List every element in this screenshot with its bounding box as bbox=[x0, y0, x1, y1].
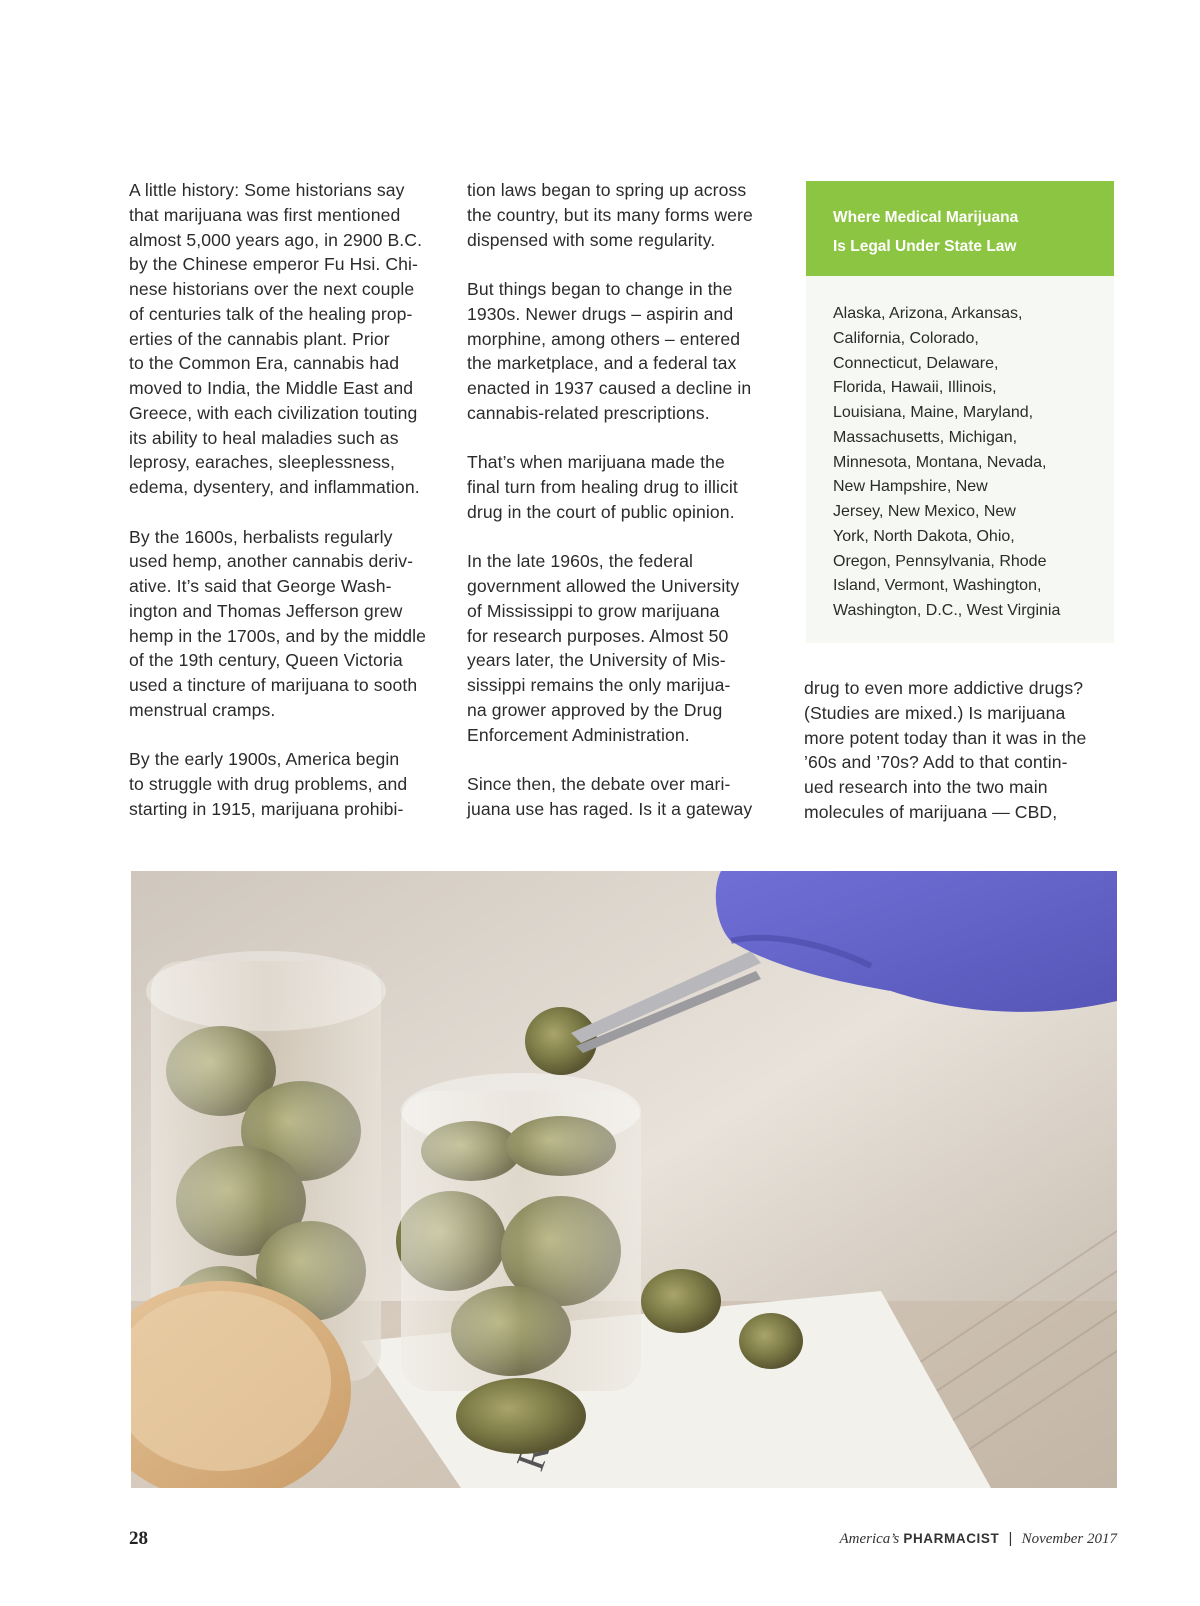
text-line: morphine, among others – entered bbox=[467, 328, 741, 349]
article-paragraph bbox=[467, 178, 787, 252]
publication-footer bbox=[839, 1530, 1117, 1548]
text-line: that marijuana was first mentioned bbox=[129, 204, 401, 225]
text-line: ued research into the two main bbox=[804, 777, 1048, 797]
text-line: By the 1600s, herbalists regularly bbox=[129, 526, 393, 547]
text-line: used a tincture of marijuana to sooth bbox=[129, 675, 418, 695]
text-line: cannabis-related prescriptions. bbox=[467, 402, 710, 423]
text-line: That’s when marijuana made the bbox=[467, 452, 725, 473]
text-line: final turn from healing drug to illicit bbox=[467, 477, 738, 497]
state-list-line: New Hampshire, New bbox=[833, 478, 988, 496]
text-line: the marketplace, and a federal tax bbox=[467, 353, 737, 374]
text-line: years later, the University of Mis- bbox=[467, 650, 726, 671]
text-line: molecules of marijuana — CBD, bbox=[804, 801, 1058, 822]
sidebar-box bbox=[806, 181, 1114, 643]
state-list-line: Massachusetts, Michigan, bbox=[833, 428, 1018, 446]
text-line: the country, but its many forms were bbox=[467, 204, 753, 225]
state-list-line: Connecticut, Delaware, bbox=[833, 354, 999, 372]
text-line: hemp in the 1700s, and by the middle bbox=[129, 625, 427, 646]
cannabis-jars-photo bbox=[131, 871, 1117, 1488]
text-line: menstrual cramps. bbox=[129, 699, 276, 720]
text-line: dispensed with some regularity. bbox=[467, 229, 716, 250]
article-column-3 bbox=[804, 676, 1124, 825]
state-list-line: Louisiana, Maine, Maryland, bbox=[833, 404, 1034, 421]
state-list-line: Jersey, New Mexico, New bbox=[833, 503, 1016, 520]
text-line: to the Common Era, cannabis had bbox=[129, 353, 400, 374]
text-line: sissippi remains the only marijua- bbox=[467, 675, 731, 695]
state-list-line: Florida, Hawaii, Illinois, bbox=[833, 379, 997, 397]
text-line: 1930s. Newer drugs – aspirin and bbox=[467, 303, 734, 324]
article-paragraph bbox=[467, 772, 787, 822]
photo-illustration bbox=[131, 871, 1117, 1488]
text-line: of centuries talk of the healing prop- bbox=[129, 303, 413, 324]
text-line: (Studies are mixed.) Is marijuana bbox=[804, 702, 1066, 723]
text-line: nese historians over the next couple bbox=[129, 279, 415, 299]
text-line: to struggle with drug problems, and bbox=[129, 774, 408, 794]
article-paragraph bbox=[467, 277, 787, 426]
text-line: more potent today than it was in the bbox=[804, 727, 1087, 748]
text-line: its ability to heal maladies such as bbox=[129, 427, 399, 448]
state-list-line: Washington, D.C., West Virginia bbox=[833, 602, 1061, 619]
sidebar-title-line: Where Medical Marijuana bbox=[833, 209, 1019, 226]
article-paragraph bbox=[804, 676, 1124, 825]
text-line: drug to even more addictive drugs? bbox=[804, 678, 1084, 698]
page-number: 28 bbox=[129, 1528, 148, 1549]
text-line: By the early 1900s, America begin bbox=[129, 749, 400, 770]
publication-name: PHARMACIST bbox=[903, 1531, 1000, 1546]
text-line: of the 19th century, Queen Victoria bbox=[129, 650, 403, 671]
text-line: ative. It’s said that George Wash- bbox=[129, 576, 392, 596]
text-line: ’60s and ’70s? Add to that contin- bbox=[804, 752, 1068, 773]
state-list-line: Oregon, Pennsylvania, Rhode bbox=[833, 552, 1047, 570]
article-paragraph bbox=[129, 178, 449, 500]
state-list-line: Island, Vermont, Washington, bbox=[833, 577, 1042, 595]
text-line: edema, dysentery, and inflammation. bbox=[129, 477, 420, 497]
text-line: moved to India, the Middle East and bbox=[129, 378, 414, 398]
text-line: tion laws began to spring up across bbox=[467, 180, 747, 200]
issue-date: November 2017 bbox=[1021, 1531, 1117, 1547]
text-line: In the late 1960s, the federal bbox=[467, 551, 694, 572]
text-line: Enforcement Administration. bbox=[467, 724, 690, 745]
article-paragraph bbox=[129, 525, 449, 723]
article-column-1 bbox=[129, 178, 449, 822]
article-paragraph bbox=[467, 549, 787, 747]
article-paragraph bbox=[129, 747, 449, 821]
text-line: Greece, with each civilization touting bbox=[129, 402, 418, 423]
text-line: juana use has raged. Is it a gateway bbox=[467, 798, 753, 819]
text-line: But things began to change in the bbox=[467, 279, 733, 299]
publication-prefix: America’s bbox=[839, 1531, 900, 1547]
text-line: used hemp, another cannabis deriv- bbox=[129, 551, 414, 572]
article-column-2 bbox=[467, 178, 787, 822]
state-list-line: York, North Dakota, Ohio, bbox=[833, 527, 1015, 545]
sidebar-title-line: Is Legal Under State Law bbox=[833, 238, 1017, 255]
text-line: na grower approved by the Drug bbox=[467, 699, 723, 720]
text-line: leprosy, earaches, sleeplessness, bbox=[129, 452, 396, 473]
state-list-line: California, Colorado, bbox=[833, 329, 979, 347]
text-line: drug in the court of public opinion. bbox=[467, 501, 735, 522]
sidebar-state-list bbox=[806, 276, 1114, 624]
state-list-line: Alaska, Arizona, Arkansas, bbox=[833, 305, 1023, 322]
text-line: Since then, the debate over mari- bbox=[467, 774, 731, 794]
text-line: ington and Thomas Jefferson grew bbox=[129, 600, 403, 621]
text-line: starting in 1915, marijuana prohibi- bbox=[129, 798, 404, 819]
article-paragraph bbox=[467, 450, 787, 524]
footer-separator: | bbox=[1008, 1530, 1013, 1547]
text-line: by the Chinese emperor Fu Hsi. Chi- bbox=[129, 254, 419, 275]
sidebar-title bbox=[806, 181, 1114, 276]
state-list-line: Minnesota, Montana, Nevada, bbox=[833, 453, 1047, 471]
text-line: erties of the cannabis plant. Prior bbox=[129, 328, 390, 349]
text-line: of Mississippi to grow marijuana bbox=[467, 600, 720, 621]
text-line: government allowed the University bbox=[467, 576, 740, 596]
text-line: A little history: Some historians say bbox=[129, 180, 405, 200]
text-line: almost 5,000 years ago, in 2900 B.C. bbox=[129, 229, 423, 250]
text-line: enacted in 1937 caused a decline in bbox=[467, 378, 752, 398]
text-line: for research purposes. Almost 50 bbox=[467, 625, 729, 646]
